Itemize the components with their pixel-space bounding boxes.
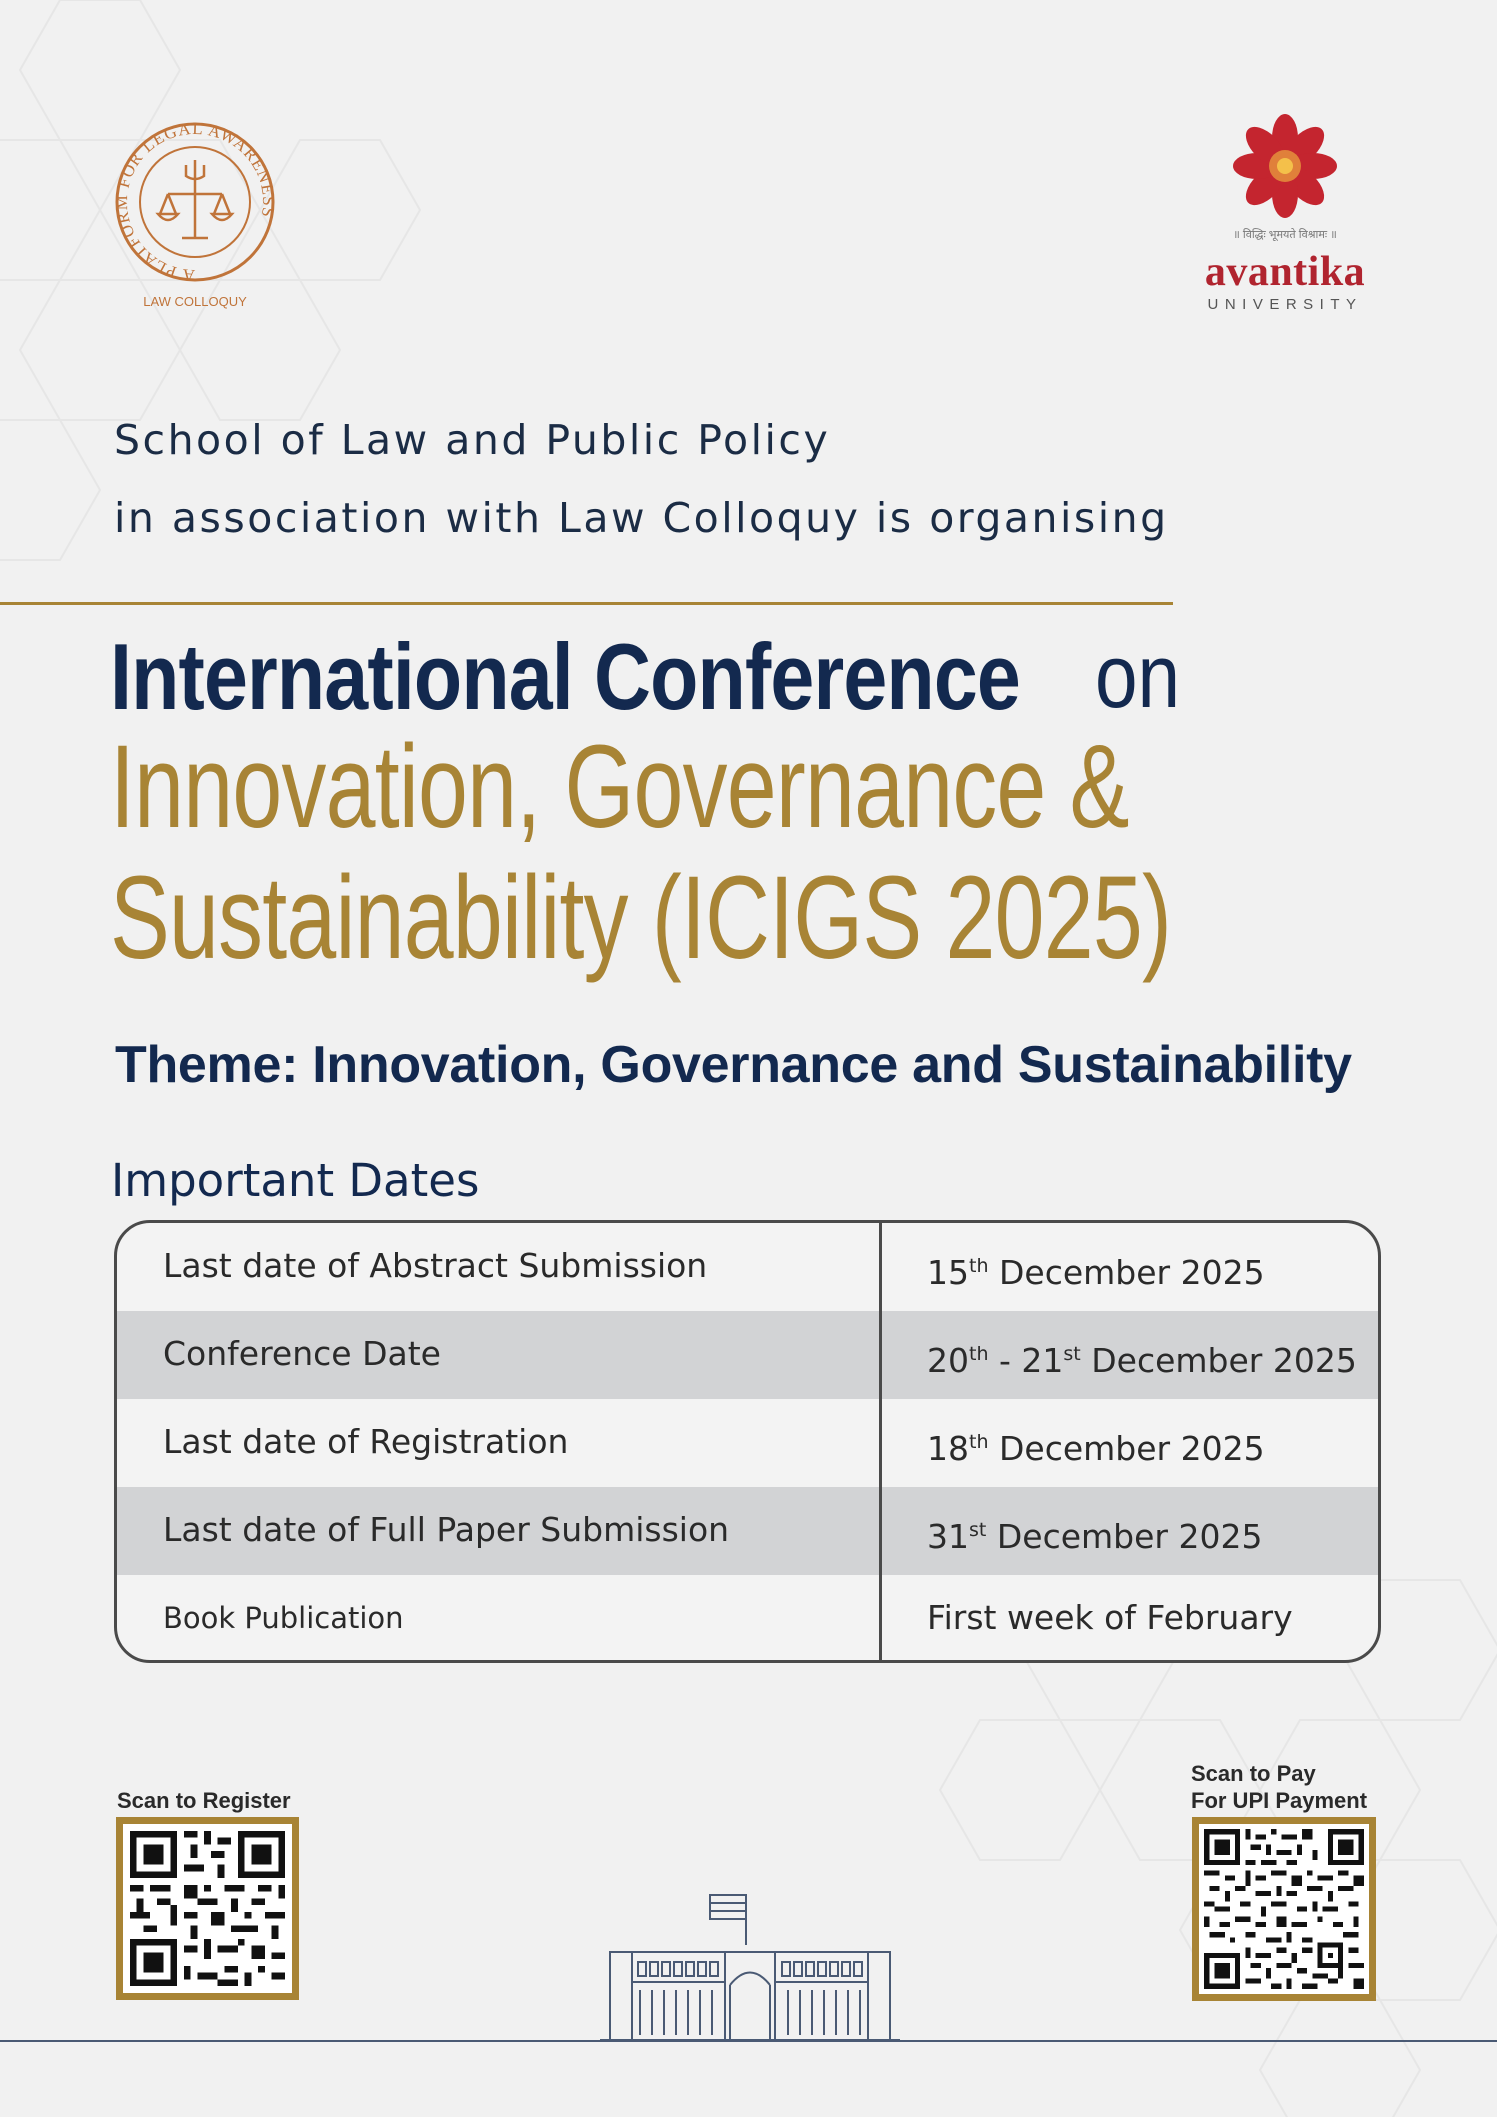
table-row: [117, 1487, 1378, 1575]
gold-divider: [0, 602, 1173, 605]
table-row: [117, 1575, 1378, 1663]
register-caption: Scan to Register: [117, 1788, 291, 1813]
footer-divider: [0, 2040, 1497, 2042]
payment-qr-code[interactable]: [1192, 1817, 1376, 2001]
conference-title-line-3: Sustainability (ICIGS 2025): [110, 852, 1172, 984]
qr-code-icon: [1199, 1824, 1369, 1994]
date-value: 31st December 2025: [927, 1517, 1263, 1556]
svg-text:A PLATFORM FOR LEGAL AWARENESS: A PLATFORM FOR LEGAL AWARENESS: [112, 118, 279, 286]
svg-text:LAW COLLOQUY: LAW COLLOQUY: [143, 294, 247, 309]
payment-caption-line-2: For UPI Payment: [1191, 1788, 1368, 1813]
conference-title-line-2: Innovation, Governance &: [110, 721, 1129, 853]
conference-title-line-1: [110, 624, 1193, 729]
law-colloquy-logo: [110, 110, 280, 310]
important-dates-table: [114, 1220, 1381, 1663]
avantika-university-logo: [1185, 110, 1385, 313]
avantika-subtitle: UNIVERSITY: [1207, 296, 1363, 313]
payment-caption: [1191, 1760, 1367, 1814]
date-label: Conference Date: [163, 1334, 441, 1373]
table-row: [117, 1399, 1378, 1487]
date-value: 15th December 2025: [927, 1253, 1265, 1292]
intro-line-2: in association with Law Colloquy is organising: [114, 494, 1169, 542]
date-label: Last date of Full Paper Submission: [163, 1510, 730, 1549]
avantika-motto: ॥ विद्धिः भूमयते विश्रामः ॥: [1233, 229, 1337, 241]
table-column-divider: [879, 1223, 882, 1660]
date-value: 18th December 2025: [927, 1429, 1265, 1468]
table-row: [117, 1311, 1378, 1399]
register-qr-code[interactable]: [116, 1817, 299, 2000]
date-value: First week of February: [927, 1598, 1293, 1637]
avantika-name: avantika: [1204, 249, 1366, 295]
date-label: Last date of Abstract Submission: [163, 1246, 708, 1285]
building-illustration: [600, 1890, 900, 2050]
date-value: 20th - 21st December 2025: [927, 1341, 1357, 1380]
qr-code-icon: [123, 1824, 292, 1993]
conference-theme: Theme: Innovation, Governance and Sustainability: [115, 1036, 1352, 1094]
date-label: Book Publication: [163, 1601, 404, 1635]
date-label: Last date of Registration: [163, 1422, 569, 1461]
table-row: [117, 1223, 1378, 1311]
intro-line-1: School of Law and Public Policy: [114, 416, 831, 464]
conference-title-connector: on: [1095, 627, 1181, 727]
payment-caption-line-1: Scan to Pay: [1191, 1761, 1316, 1786]
conference-title-bold: International Conference: [110, 624, 1020, 729]
important-dates-heading: Important Dates: [111, 1154, 480, 1207]
